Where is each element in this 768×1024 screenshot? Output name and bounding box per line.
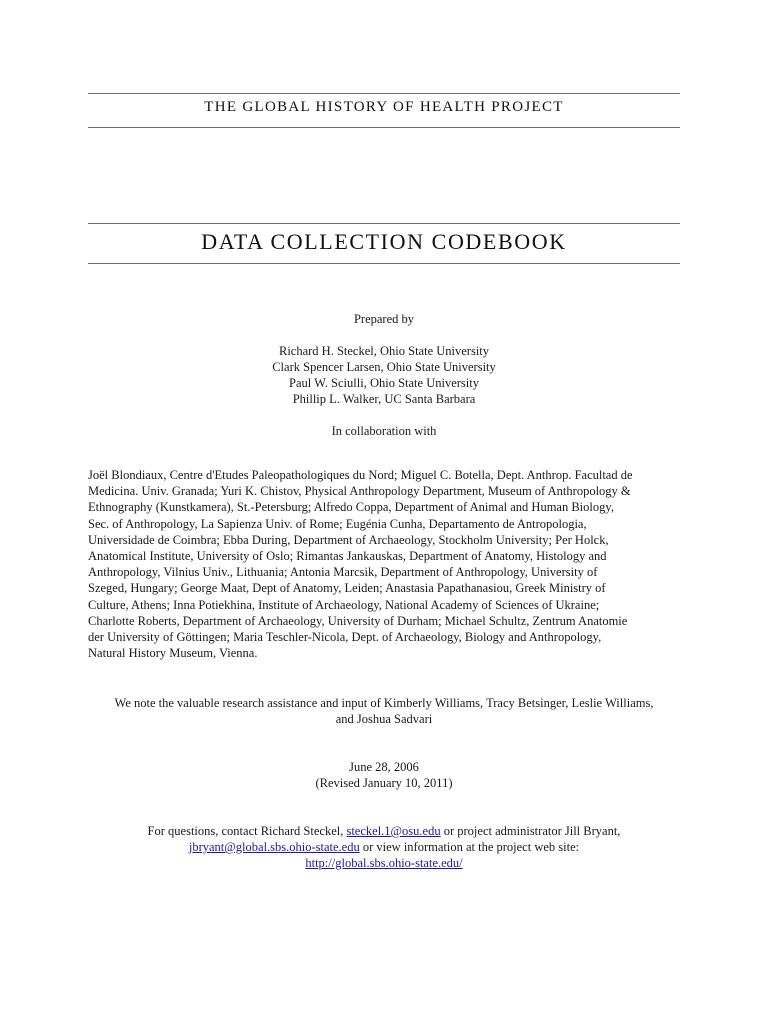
collaborator-line: Charlotte Roberts, Department of Archaeology, University of Durham; Michael Schultz, Zentrum Anatomie	[88, 613, 628, 628]
collaborator-line: Anatomical Institute, University of Oslo; Rimantas Jankauskas, Department of Anatomy, Histology and	[88, 549, 607, 564]
date-block	[88, 759, 680, 791]
bryant-email-link[interactable]: jbryant@global.sbs.ohio-state.edu	[188, 840, 360, 854]
author-line: Clark Spencer Larsen, Ohio State University	[272, 360, 496, 374]
collaborator-line: Joël Blondiaux, Centre d'Etudes Paleopathologiques du Nord; Miguel C. Botella, Dept. Anthrop. Facultad de	[88, 468, 633, 482]
contact-middle: or project administrator Jill Bryant,	[440, 824, 621, 838]
prepared-by-label: Prepared by	[353, 312, 415, 326]
collaborator-line: Ethnography (Kunstkamera), St.-Petersburg; Alfredo Coppa, Department of Animal and Human Biology,	[88, 500, 614, 515]
revision-date: (Revised January 10, 2011)	[315, 776, 453, 790]
contact-line-2	[88, 839, 680, 855]
top-rule-lower	[88, 127, 680, 128]
project-title: THE GLOBAL HISTORY OF HEALTH PROJECT	[204, 99, 564, 115]
collaborator-line: der University of Göttingen; Maria Teschler-Nicola, Dept. of Archaeology, Biology and Anthropology,	[88, 630, 602, 645]
top-rule-upper	[88, 93, 680, 94]
author-line: Phillip L. Walker, UC Santa Barbara	[292, 392, 476, 406]
collaborator-line: Szeged, Hungary; George Maat, Dept of Anatomy, Leiden; Anastasia Papathanasiou, Greek Ministry of	[88, 581, 606, 596]
contact-block	[88, 823, 680, 871]
contact-line-3	[88, 855, 680, 871]
document-title: DATA COLLECTION CODEBOOK	[201, 229, 567, 254]
acknowledgement-line: and Joshua Sadvari	[335, 712, 433, 726]
steckel-email-link[interactable]: steckel.1@osu.edu	[346, 824, 441, 838]
authors-list	[88, 343, 680, 407]
collaborator-line: Sec. of Anthropology, La Sapienza Univ. of Rome; Eugénia Cunha, Departamento de Antropologia,	[88, 516, 587, 531]
contact-line-1	[88, 823, 680, 839]
author-line: Paul W. Sciulli, Ohio State University	[289, 376, 479, 390]
project-website-link[interactable]: http://global.sbs.ohio-state.edu/	[305, 856, 463, 870]
acknowledgement	[88, 695, 680, 727]
collaborator-line: Medicina. Univ. Granada; Yuri K. Chistov, Physical Anthropology Department, Museum of Anthropology &	[88, 484, 631, 499]
collaboration-label: In collaboration with	[331, 424, 437, 438]
collaborator-line: Anthropology, Vilnius Univ., Lithuania; Antonia Marcsik, Department of Anthropology, University of	[88, 565, 598, 580]
collaborator-line: Natural History Museum, Vienna.	[88, 646, 258, 661]
contact-suffix: or view information at the project web site:	[359, 840, 580, 854]
collaborator-line: Universidade de Coimbra; Ebba During, Department of Archaeology, Stockholm University; Per Holck,	[88, 532, 609, 547]
collaborator-line: Culture, Athens; Inna Potiekhina, Institute of Archaeology, National Academy of Sciences of Ukraine;	[88, 597, 600, 612]
author-line: Richard H. Steckel, Ohio State University	[278, 344, 490, 358]
title-rule-upper	[88, 223, 680, 224]
collaborators-paragraph	[88, 467, 680, 661]
title-rule-lower	[88, 263, 680, 264]
acknowledgement-line: We note the valuable research assistance and input of Kimberly Williams, Tracy Betsinger, Leslie Williams,	[114, 696, 654, 710]
publication-date: June 28, 2006	[349, 760, 419, 774]
contact-prefix: For questions, contact Richard Steckel,	[147, 824, 347, 838]
